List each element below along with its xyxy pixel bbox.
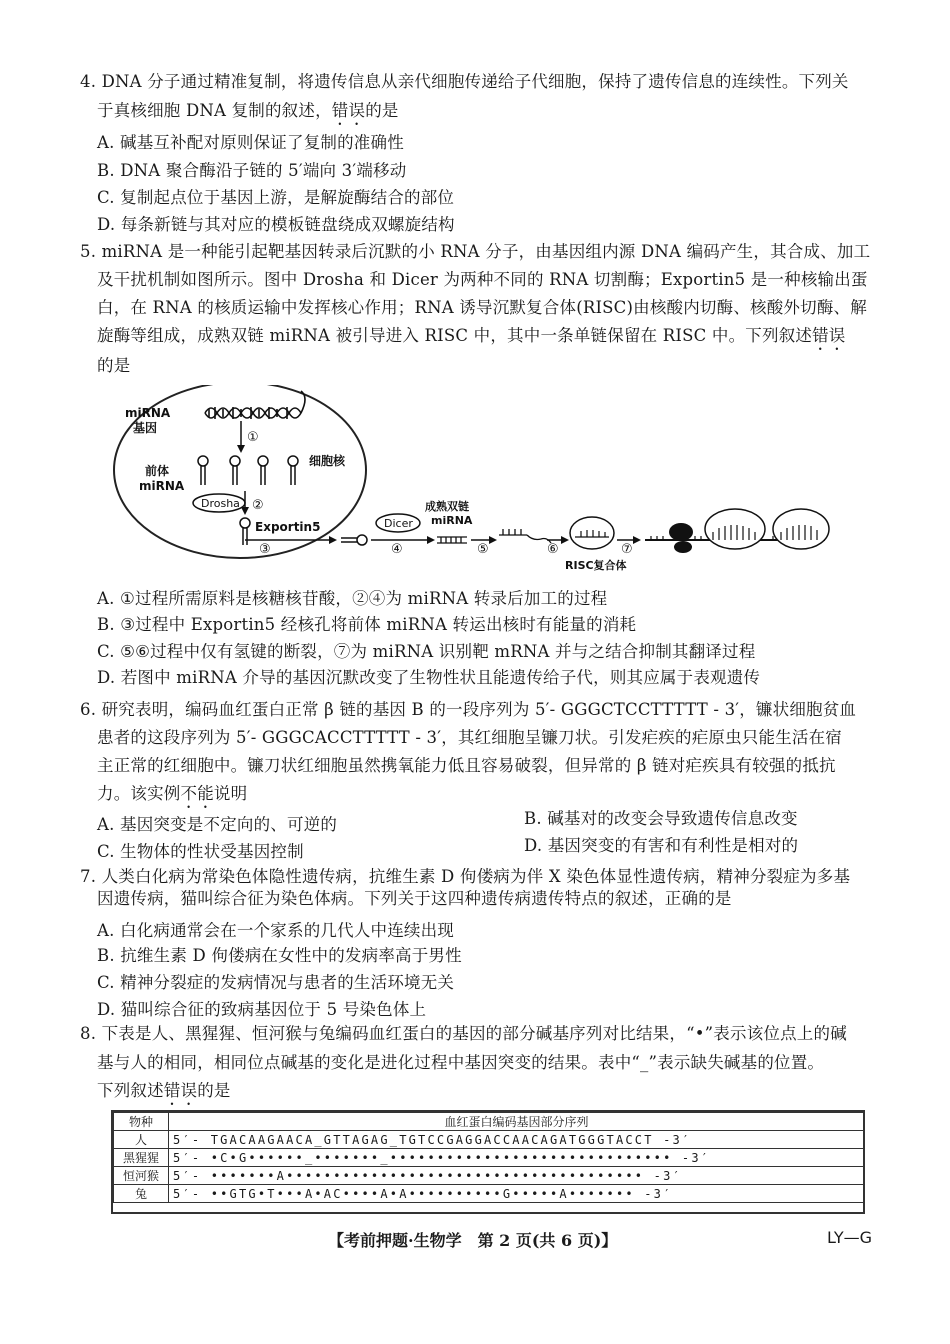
step-7-label: ⑦ [621,542,633,557]
arrow-step2-head [241,507,249,515]
risc-complex [570,517,614,549]
table-row [114,1131,865,1149]
paper-code: LY—G [827,1228,872,1247]
q4-stem-line1: 4. DNA 分子通过精准复制，将遗传信息从亲代细胞传递给子代细胞，保持了遗传信息的连续性。下列关 [80,72,849,91]
header-species: 物种 [114,1113,169,1131]
mature-duplex-icon [437,537,467,543]
page-footer: 【考前押题·生物学 第 2 页(共 6 页)】 [328,1231,618,1250]
q5-option-d: D. 若图中 miRNA 介导的基因沉默改变了生物性状且能遗传给子代，则其应属于表观遗传 [97,668,761,687]
q6-stem-line1: 6. 研究表明，编码血红蛋白正常 β 链的基因 B 的一段序列为 5′- GGGCTCCTTTTT - 3′，镰状细胞贫血 [80,700,857,719]
q6-emphasis: 不能 [180,784,214,803]
q5-stem-line4 [97,324,846,354]
label-exportin: Exportin5 [255,520,321,534]
q8-stem-tail: 的是 [197,1081,231,1100]
step-2-label: ② [252,498,264,513]
q6-option-a: A. 基因突变是不定向的、可逆的 [97,815,338,834]
arrow-step5-head [489,536,497,544]
q7-option-b: B. 抗维生素 D 佝偻病在女性中的发病率高于男性 [97,946,462,965]
species-cell: 恒河猴 [114,1167,169,1185]
q6-option-d: D. 基因突变的有害和有利性是相对的 [524,836,799,855]
q7-option-c: C. 精神分裂症的发病情况与患者的生活环境无关 [97,973,455,992]
q6-stem-line4 [97,782,247,812]
unwinding-strand-icon [499,529,551,543]
q5-option-b: B. ③过程中 Exportin5 经核孔将前体 miRNA 转运出核时有能量的消耗 [97,615,637,634]
risc-bound-1 [705,509,765,549]
step-4-label: ④ [391,542,403,557]
q7-stem-line1: 7. 人类白化病为常染色体隐性遗传病，抗维生素 D 佝偻病为伴 X 染色体显性遗传病，精神分裂症为多基 [80,867,851,886]
label-mirna-gene-2: 基因 [133,421,158,435]
q8-stem-line3 [97,1079,231,1109]
processed-precursor-icon [240,518,250,545]
ribosome-small-subunit [674,541,692,553]
q4-option-b: B. DNA 聚合酶沿子链的 5′端向 3′端移动 [97,161,407,180]
sequence-cell: 5′- •C•G••••••_•••••••_•••••••••••••••••••••••••••••• -3′ [169,1149,865,1167]
table-row [114,1167,865,1185]
q5-stem-text: 旋酶等组成，成熟双链 miRNA 被引导进入 RISC 中，其中一条单链保留在 RISC 中。下列叙述 [97,326,813,345]
sequence-cell: 5′- TGACAAGAACA_GTTAGAG_TGTCCGAGGACCAACAGATGGGTACCT -3′ [169,1131,865,1149]
sequence-cell: 5′- ••GTG•T•••A•AC••••A•A••••••••••G•••••A••••••• -3′ [169,1185,865,1203]
q8-stem-line2: 基与人的相同，相同位点碱基的变化是进化过程中基因突变的结果。表中“_”表示缺失碱基的位置。 [97,1053,825,1072]
q7-stem-line2: 因遗传病，猫叫综合征为染色体病。下列关于这四种遗传病遗传特点的叙述，正确的是 [97,889,732,908]
q8-stem-line1: 8. 下表是人、黑猩猩、恒河猴与兔编码血红蛋白的基因的部分碱基序列对比结果，“•”表示该位点上的碱 [80,1024,847,1043]
q6-option-b: B. 碱基对的改变会导致遗传信息改变 [524,809,798,828]
label-mature-2: miRNA [431,514,473,527]
q5-stem-line2: 及干扰机制如图所示。图中 Drosha 和 Dicer 为两种不同的 RNA 切割酶；Exportin5 是一种核输出蛋 [97,270,868,289]
q4-option-a: A. 碱基互补配对原则保证了复制的准确性 [97,133,404,152]
mirna-pathway-diagram [95,385,835,585]
dna-helix-icon [205,391,305,419]
label-dicer: Dicer [384,517,413,530]
arrow-step6-head [561,536,569,544]
q4-option-c: C. 复制起点位于基因上游，是解旋酶结合的部位 [97,188,455,207]
q5-stem-line1: 5. miRNA 是一种能引起靶基因转录后沉默的小 RNA 分子，由基因组内源 DNA 编码产生，其合成、加工 [80,242,871,261]
header-sequence: 血红蛋白编码基因部分序列 [169,1113,865,1131]
q5-stem-line5: 的是 [97,356,131,375]
q7-option-d: D. 猫叫综合征的致病基因位于 5 号染色体上 [97,1000,427,1019]
label-mirna-gene-1: miRNA [125,406,171,420]
step-6-label: ⑥ [547,542,559,557]
exported-precursor-icon [341,535,367,545]
q4-emphasis: 错误 [331,101,366,120]
q8-emphasis: 错误 [163,1081,198,1100]
q6-stem-line2: 患者的这段序列为 5′- GGGCACCTTTTT - 3′，其红细胞呈镰刀状。引发疟疾的疟原虫只能生活在宿 [97,728,843,747]
sequence-table [113,1112,865,1203]
q6-stem-text: 力。该实例 [97,784,181,803]
species-cell: 兔 [114,1185,169,1203]
q6-option-c: C. 生物体的性状受基因控制 [97,842,304,861]
target-mrna-complex [645,509,829,553]
arrow-step7-head [633,536,641,544]
step-1-label: ① [247,430,259,445]
step-3-label: ③ [259,542,271,557]
step-5-label: ⑤ [477,542,489,557]
q6-stem-tail: 说明 [213,784,248,803]
table-row [114,1185,865,1203]
arrow-step3-head [329,536,337,544]
q5-stem-line3: 白，在 RNA 的核质运输中发挥核心作用；RNA 诱导沉默复合体(RISC)由核酸内切酶、核酸外切酶、解 [97,298,867,317]
table-row [114,1149,865,1167]
sequence-cell: 5′- •••••••A•••••••••••••••••••••••••••••••••••••• -3′ [169,1167,865,1185]
q5-emphasis: 错误 [812,326,846,345]
q8-stem-text: 下列叙述 [97,1081,164,1100]
q4-stem-text: 于真核细胞 DNA 复制的叙述， [97,101,332,120]
label-nucleus: 细胞核 [309,454,346,468]
risc-bound-2 [773,509,829,549]
q7-option-a: A. 白化病通常会在一个家系的几代人中连续出现 [97,921,455,940]
q5-option-a: A. ①过程所需原料是核糖核苷酸，②④为 miRNA 转录后加工的过程 [97,589,608,608]
q6-stem-line3: 主正常的红细胞中。镰刀状红细胞虽然携氧能力低且容易破裂，但异常的 β 链对疟疾具有较强的抵抗 [97,756,836,775]
arrow-step1-head [237,445,245,453]
label-drosha: Drosha [201,497,240,510]
label-risc: RISC复合体 [565,559,627,572]
arrow-step4-head [427,536,435,544]
q5-option-c: C. ⑤⑥过程中仅有氢键的断裂，⑦为 miRNA 识别靶 mRNA 并与之结合抑制其翻译过程 [97,642,756,661]
species-cell: 人 [114,1131,169,1149]
ribosome-large-subunit [669,523,693,541]
q4-stem-line2 [97,99,399,129]
label-mature-1: 成熟双链 [425,500,469,513]
table-header-row [114,1113,865,1131]
precursor-hairpin-icons [198,456,298,485]
q4-option-d: D. 每条新链与其对应的模板链盘绕成双螺旋结构 [97,215,455,234]
q4-stem-tail: 的是 [365,101,399,120]
species-cell: 黑猩猩 [114,1149,169,1167]
label-precursor-1: 前体 [145,464,170,478]
label-precursor-2: miRNA [139,479,185,493]
